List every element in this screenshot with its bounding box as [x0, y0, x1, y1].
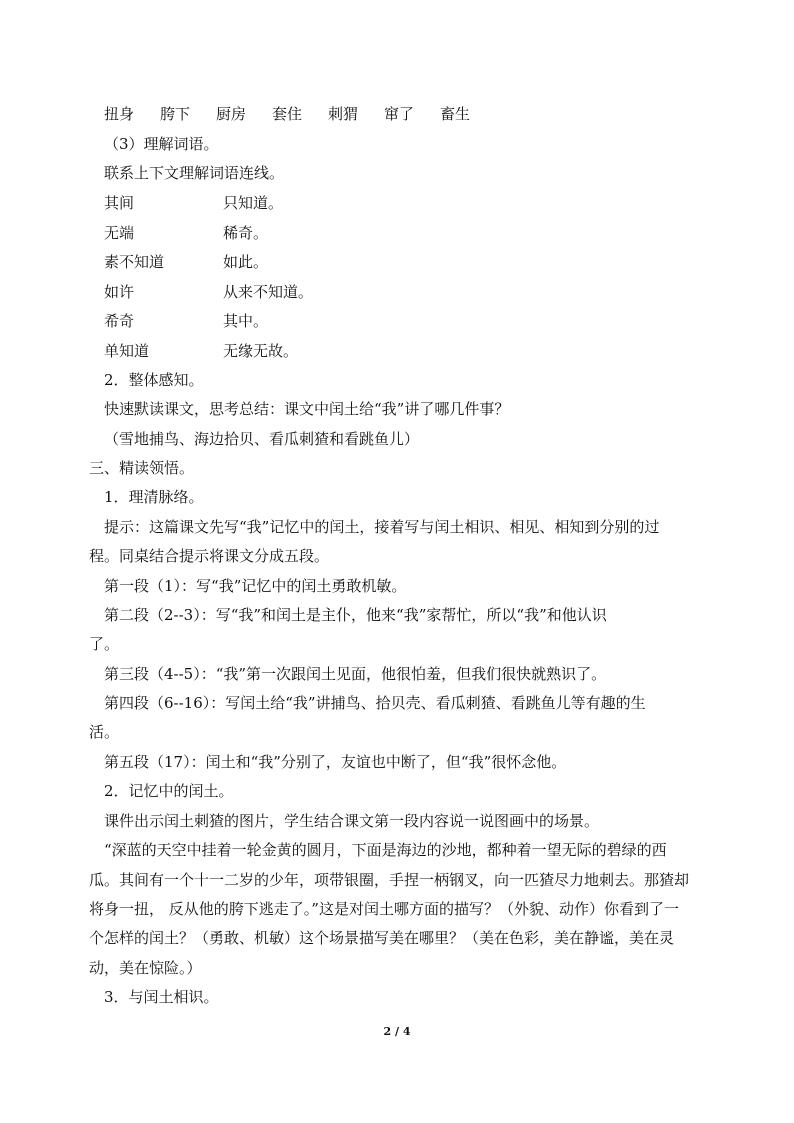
segment-4-line: 第四段（6--16）：写闰土给“我”讲捕鸟、拾贝壳、看瓜刺猹、看跳鱼儿等有趣的生 [104, 694, 646, 712]
match-right-item: 只知道。 [223, 194, 284, 212]
hint-line: 提示：这篇课文先写“我”记忆中的闰土，接着写与闰土相识、相见、相知到分别的过 [104, 518, 660, 536]
step-2-task: 课件出示闰土刺猹的图片，学生结合课文第一段内容说一说图画中的场景。 [104, 812, 600, 830]
quote-line: 瓜。其间有一个十一二岁的少年，项带银圈，手捏一柄钢叉，向一匹猹尽力地刺去。那猹却 [89, 871, 690, 889]
match-right-item: 如此。 [223, 253, 269, 271]
vocab-word: 扭身 [104, 105, 135, 123]
vocab-word: 套住 [272, 105, 303, 123]
segment-5: 第五段（17）：闰土和“我”分别了，友谊也中断了，但“我”很怀念他。 [104, 753, 567, 771]
match-right-item: 其中。 [223, 312, 269, 330]
segment-1: 第一段（1）：写“我”记忆中的闰土勇敢机敏。 [104, 577, 407, 595]
step-1-header: 1．理清脉络。 [104, 488, 204, 506]
match-left-item: 素不知道 [104, 253, 165, 271]
match-left-item: 其间 [104, 194, 135, 212]
quote-line: 个怎样的闰土？（勇敢、机敏）这个场景描写美在哪里？（美在色彩，美在静谧，美在灵 [89, 929, 675, 947]
segment-2-line: 了。 [89, 635, 120, 653]
vocab-word: 厨房 [216, 105, 247, 123]
quote-line: 将身一扭， 反从他的胯下逃走了。”这是对闰土哪方面的描写？（外貌、动作）你看到了一 [89, 900, 679, 918]
match-left-item: 希奇 [104, 312, 135, 330]
section-3-header: （3）理解词语。 [104, 135, 219, 153]
match-left-item: 单知道 [104, 342, 150, 360]
page-number: 2 / 4 [383, 1025, 411, 1038]
overall-answer: （雪地捕鸟、海边拾贝、看瓜刺猹和看跳鱼儿） [104, 430, 420, 448]
match-left-item: 如许 [104, 283, 135, 301]
vocab-word: 窜了 [384, 105, 415, 123]
overall-question: 快速默读课文，思考总结：课文中闰土给“我”讲了哪几件事？ [104, 400, 510, 418]
part-3-header: 三、精读领悟。 [89, 459, 195, 477]
quote-line: 动，美在惊险。） [89, 959, 202, 977]
step-3-header: 3．与闰土相识。 [104, 988, 219, 1006]
step-2-header: 2．记忆中的闰土。 [104, 782, 234, 800]
match-right-item: 稀奇。 [223, 224, 269, 242]
match-right-item: 无缘无故。 [223, 342, 299, 360]
segment-3: 第三段（4--5）：“我”第一次跟闰土见面，他很怕羞，但我们很快就熟识了。 [104, 665, 607, 683]
quote-line: “深蓝的天空中挂着一轮金黄的圆月，下面是海边的沙地，都种着一望无际的碧绿的西 [104, 841, 667, 859]
connect-instruction: 联系上下文理解词语连线。 [104, 164, 285, 182]
hint-line: 程。同桌结合提示将课文分成五段。 [89, 547, 330, 565]
vocab-word-row [104, 104, 470, 124]
segment-4-line: 活。 [89, 723, 120, 741]
segment-2-line: 第二段（2--3）：写“我”和闰土是主仆，他来“我”家帮忙，所以“我”和他认识 [104, 606, 607, 624]
match-right-item: 从来不知道。 [223, 283, 314, 301]
vocab-word: 畜生 [440, 105, 471, 123]
overall-header: 2．整体感知。 [104, 371, 204, 389]
vocab-word: 胯下 [160, 105, 191, 123]
vocab-word: 刺猬 [328, 105, 359, 123]
match-left-item: 无端 [104, 224, 135, 242]
